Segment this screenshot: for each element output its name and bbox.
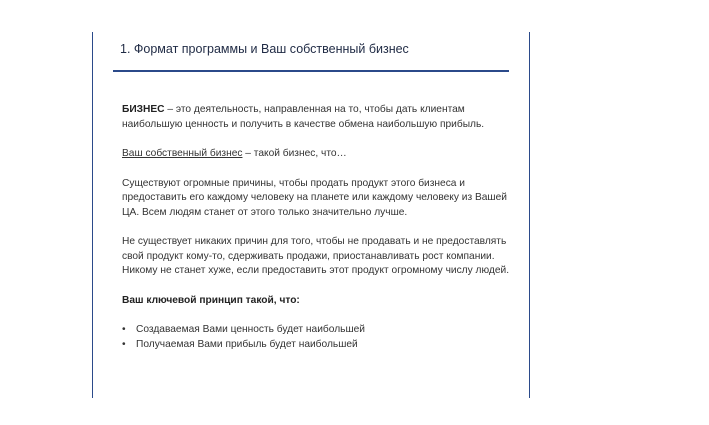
list-item-text: Создаваемая Вами ценность будет наибольшей [136,324,365,335]
bullet-icon: • [122,338,126,350]
bullet-icon: • [122,324,126,335]
key-principle-heading: Ваш ключевой принцип такой, что: [122,294,300,306]
business-definition-text: – это деятельность, направленная на то, чтобы дать клиентам наибольшую ценность и получить в качестве обмена наибольшую прибыль. [122,104,485,130]
own-business-text: – такой бизнес, что… [242,148,347,159]
list-item [122,323,517,338]
right-border-line [529,32,530,398]
left-border-line [92,32,93,398]
list-item [122,338,517,353]
principle-list [122,323,517,352]
own-business-definition [122,147,517,162]
document-body [122,103,517,352]
paragraph-no-reasons: Не существует никаких причин для того, чтобы не продавать и не предоставлять свой продукт кому-то, сдерживать продажи, приостанавливать рост компании. Никому не станет хуже, если предоставить этот продукт огромному числу людей. [122,236,510,276]
page-title: 1. Формат программы и Ваш собственный бизнес [120,42,409,56]
list-item-text: Получаемая Вами прибыль будет наибольшей [136,338,358,350]
paragraph-reasons: Существуют огромные причины, чтобы продать продукт этого бизнеса и предоставить его каждому человеку на планете или каждому человеку из Вашей ЦА. Всем людям станет от этого только значительно лучше. [122,177,507,218]
own-business-term: Ваш собственный бизнес [122,148,243,159]
title-underline [113,70,509,72]
business-term: БИЗНЕС [122,104,165,115]
business-definition [122,103,517,132]
